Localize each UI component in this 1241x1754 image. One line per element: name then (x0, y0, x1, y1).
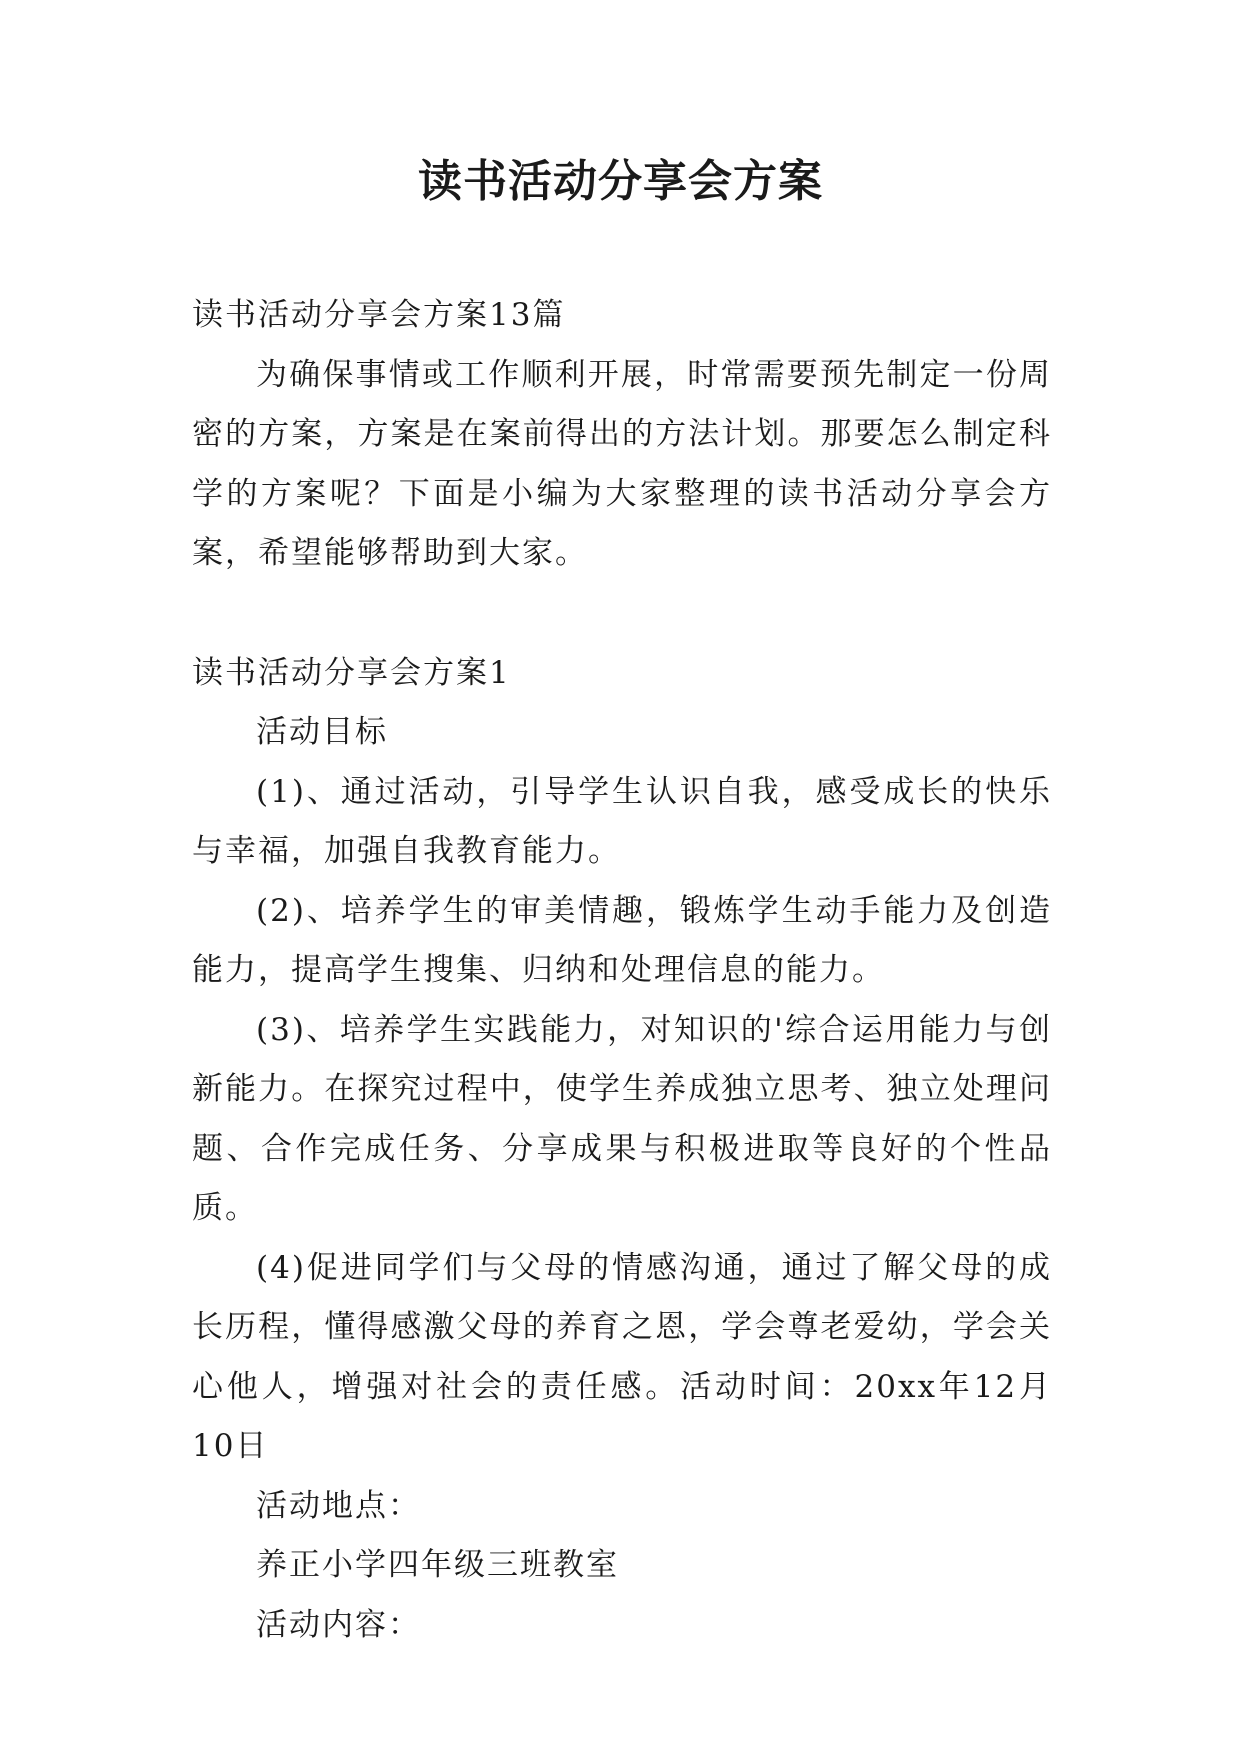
document-body (192, 286, 1052, 1655)
content-label: 活动内容： (256, 1606, 421, 1643)
location-label: 活动地点： (256, 1487, 421, 1524)
intro-paragraph: 为确保事情或工作顺利开展，时常需要预先制定一份周密的方案，方案是在案前得出的方法计划。那要怎么制定科学的方案呢？下面是小编为大家整理的读书活动分享会方案，希望能够帮助到大家。 (192, 356, 1052, 571)
goal-item-2: (2)、培养学生的审美情趣，锻炼学生动手能力及创造能力，提高学生搜集、归纳和处理信息的能力。 (192, 892, 1052, 988)
goal-label: 活动目标 (256, 714, 388, 750)
section1-heading: 读书活动分享会方案1 (192, 654, 511, 691)
goal-item-3: (3)、培养学生实践能力，对知识的'综合运用能力与创新能力。在探究过程中，使学生养成独立思考、独立处理问题、合作完成任务、分享成果与积极进取等良好的个性品质。 (192, 1011, 1052, 1226)
goal-item-4: (4)促进同学们与父母的情感沟通，通过了解父母的成长历程，懂得感激父母的养育之恩，学会尊老爱幼，学会关心他人，增强对社会的责任感。活动时间：20xx年12月10日 (192, 1249, 1052, 1464)
section-spacer (192, 584, 1052, 644)
document-subtitle: 读书活动分享会方案13篇 (192, 297, 566, 333)
location-value: 养正小学四年级三班教室 (256, 1547, 619, 1583)
goal-item-1: (1)、通过活动，引导学生认识自我，感受成长的快乐与幸福，加强自我教育能力。 (192, 773, 1052, 869)
document-title: 读书活动分享会方案 (418, 156, 823, 207)
